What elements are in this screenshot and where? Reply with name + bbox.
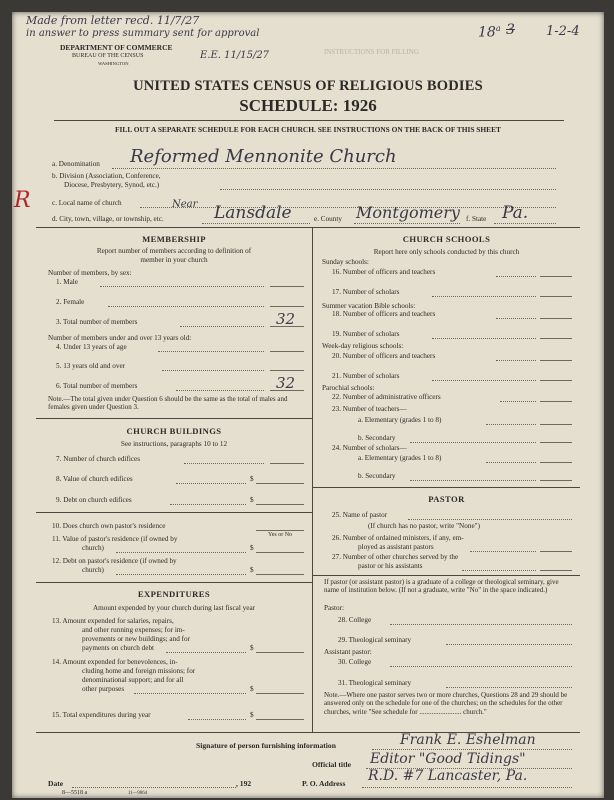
q26-label-1: 26. Number of ordained ministers, if any, em- [332,534,464,542]
q13-label-2: and other running expenses; for im- [82,626,185,634]
buildings-mid-rule [36,512,312,513]
handwritten-code: 1-2-4 [546,24,580,39]
date-year: , 192 [236,779,252,788]
q24a-field[interactable] [540,462,572,463]
q7-edifices-field[interactable] [270,463,304,464]
q29-field[interactable] [446,644,572,645]
print-number: 11—9064 [128,791,148,796]
q14-label-4: other purposes [82,685,125,693]
faint-show-through-text: INSTRUCTIONS FOR FILLING [324,48,419,56]
q25-label: 25. Name of pastor [332,511,388,519]
city-label: d. City, town, village, or township, etc. [52,215,164,223]
q14-dollar: $ [250,685,254,693]
q28-field[interactable] [390,624,572,625]
form-number: 8—5518 a [62,790,88,796]
q24b-leader [410,480,536,481]
summer-schools-label: Summer vacation Bible schools: [322,302,416,310]
county-line [354,223,460,224]
q3-total-value: 32 [276,310,296,328]
q5-over13-label: 5. 13 years old and over [56,362,126,370]
q5-leader [162,370,264,371]
q4-under13-label: 4. Under 13 years of age [56,343,127,351]
q2-female-label: 2. Female [56,298,85,306]
q10-residence-field[interactable] [256,530,304,531]
q24b-field[interactable] [540,480,572,481]
q12-dollar: $ [250,566,254,574]
schools-heading: CHURCH SCHOOLS [402,234,491,244]
q5-over13-field[interactable] [270,370,304,371]
handwritten-note-line2: in answer to press summary sent for approval [26,28,260,39]
q23b-leader [410,442,536,443]
q24b-label: b. Secondary [358,472,396,480]
q23a-label: a. Elementary (grades 1 to 8) [358,416,442,424]
q23a-field[interactable] [540,424,572,425]
pastor-subheading: Pastor: [324,604,344,612]
expenditures-subheading: Amount expended by your church during last fiscal year [92,604,256,612]
division-label: b. Division (Association, Conference, [52,172,161,180]
q26-leader [470,551,536,552]
state-value: Pa. [502,203,529,223]
q17-leader [432,296,536,297]
q18-leader [496,318,536,319]
q18-label: 18. Number of officers and teachers [332,310,436,318]
q16-field[interactable] [540,276,572,277]
q21-field[interactable] [540,380,572,381]
q18-field[interactable] [540,318,572,319]
q15-total-field[interactable] [256,719,304,720]
q29-label: 29. Theological seminary [338,636,412,644]
q22-field[interactable] [540,401,572,402]
county-value: Montgomery [356,203,460,222]
q15-dollar: $ [250,711,254,719]
q6-total-value: 32 [276,374,296,392]
local-name-label: c. Local name of church [52,199,122,207]
q27-leader [462,570,536,571]
q24a-label: a. Elementary (grades 1 to 8) [358,454,442,462]
q2-female-field[interactable] [270,306,304,307]
q14-amount-field[interactable] [256,693,304,694]
q3-leader [180,326,264,327]
q26-label-2: ployed as assistant pastors [358,543,434,551]
pastor-mid-rule [312,575,580,576]
city-near: Near [172,199,198,210]
q11-value-label: 11. Value of pastor's residence (if owned by [52,535,178,543]
column-divider [312,227,313,732]
q9-debt-field[interactable] [256,504,304,505]
membership-note-2: member in your church [140,256,208,264]
denomination-line [112,168,556,169]
frame-top-rule [36,227,580,228]
q8-leader [176,483,246,484]
q13-dollar: $ [250,644,254,652]
census-schedule-page [12,12,604,798]
denomination-label: a. Denomination [52,160,100,168]
q27-label-2: pastor or his assistants [358,562,423,570]
q14-label-3: denominational support; and for all [82,676,184,684]
q15-leader [188,719,246,720]
q24a-leader [486,462,536,463]
q10-residence-label: 10. Does church own pastor's residence [52,522,166,530]
q22-label: 22. Number of administrative officers [332,393,441,401]
q28-label: 28. College [338,616,372,624]
q3-total-label: 3. Total number of members [56,318,138,326]
q13-label-1: 13. Amount expended for salaries, repairs, [52,617,174,625]
q31-label: 31. Theological seminary [338,679,412,687]
q25-field[interactable] [408,519,572,520]
q7-edifices-label: 7. Number of church edifices [56,455,141,463]
q19-field[interactable] [540,338,572,339]
membership-heading: MEMBERSHIP [142,234,206,244]
signature-field[interactable] [372,749,572,750]
q25-note: (If church has no pastor, write "None") [368,522,480,530]
q12-debt-label-2: church) [82,566,104,574]
q9-dollar: $ [250,496,254,504]
weekday-schools-label: Week-day religious schools: [322,342,404,350]
signature-value: Frank E. Eshelman [400,732,536,748]
q4-under13-field[interactable] [270,351,304,352]
q24-label: 24. Number of scholars— [332,444,407,452]
q8-value-field[interactable] [256,483,304,484]
handwritten-crossed-number: 3 [506,22,515,38]
q13-label-4: payments on church debt [82,644,155,652]
division-line [220,189,556,190]
buildings-bottom-rule [36,582,312,583]
q20-label: 20. Number of officers and teachers [332,352,436,360]
q17-label: 17. Number of scholars [332,288,400,296]
q17-field[interactable] [540,296,572,297]
q14-label-1: 14. Amount expended for benevolences, in- [52,658,178,666]
header-rule [54,120,564,121]
membership-note-1: Report number of members according to definition of [96,247,252,255]
assistant-subheading: Assistant pastor: [324,648,372,656]
membership-footnote: Note.—The total given under Question 6 should be the same as the total of males and females given under Question 3. [48,395,288,412]
q30-field[interactable] [390,666,572,667]
q6-total-label: 6. Total number of members [56,382,138,390]
handwritten-initials: E.E. 11/15/27 [200,50,270,61]
form-subtitle: SCHEDULE: 1926 [239,96,377,115]
q23-label: 23. Number of teachers— [332,405,407,413]
age-heading: Number of members under and over 13 years old: [48,334,192,342]
q4-leader [158,351,264,352]
address-field[interactable] [362,787,572,788]
pastor-heading: PASTOR [428,494,465,504]
q9-leader [170,504,246,505]
q11-leader [116,552,246,553]
buildings-heading: CHURCH BUILDINGS [126,426,222,436]
q21-label: 21. Number of scholars [332,372,400,380]
schools-bottom-rule [312,487,580,488]
q31-field[interactable] [446,687,572,688]
date-field[interactable] [72,787,236,788]
q14-leader [134,693,246,694]
q8-dollar: $ [250,475,254,483]
q22-leader [500,401,536,402]
q16-leader [496,276,536,277]
graduate-note: If pastor (or assistant pastor) is a graduate of a college or theological seminary, give name of institution below. (If not a graduate, write "No" in the space indicated.) [324,578,559,595]
pastor-footnote: Note.—Where one pastor serves two or more churches, Questions 28 and 29 should be answered only on the schedule for one of the churches; on the schedules for the other churches, write "See schedule for ........................ church." [324,691,568,716]
yes-no-hint: Yes or No [268,532,293,538]
local-name-line [140,207,556,208]
q13-leader [166,652,246,653]
date-label: Date [48,779,64,788]
bureau-city: WASHINGTON [98,61,129,66]
q23b-field[interactable] [540,442,572,443]
q20-field[interactable] [540,360,572,361]
q13-label-3: provements or new buildings; and for [82,635,190,643]
q1-male-field[interactable] [270,286,304,287]
q6-leader [176,390,264,391]
q16-label: 16. Number of officers and teachers [332,268,436,276]
q11-dollar: $ [250,544,254,552]
q19-label: 19. Number of scholars [332,330,400,338]
members-by-sex-label: Number of members, by sex: [48,269,132,277]
q23b-label: b. Secondary [358,434,396,442]
official-title-label: Official title [312,760,352,769]
bureau-name: BUREAU OF THE CENSUS [72,53,144,59]
q12-leader [116,574,246,575]
red-margin-mark: R [14,188,31,213]
q2-leader [108,306,264,307]
state-label: f. State [466,215,487,223]
q27-label-1: 27. Number of other churches served by the [332,553,459,561]
q9-debt-label: 9. Debt on church edifices [56,496,132,504]
q26-field[interactable] [540,551,572,552]
q19-leader [432,338,536,339]
schools-subheading: Report here only schools conducted by this church [373,248,520,256]
membership-bottom-rule [36,418,312,419]
q1-leader [100,286,264,287]
official-title-value: Editor "Good Tidings" [370,751,526,767]
handwritten-number: 18$^a$ [478,24,501,41]
form-instruction: FILL OUT A SEPARATE SCHEDULE FOR EACH CHURCH. SEE INSTRUCTIONS ON THE BACK OF THIS SHEET [115,125,501,134]
q12-debt-field[interactable] [256,574,304,575]
handwritten-note-line1: Made from letter recd. 11/7/27 [26,14,200,27]
q1-male-label: 1. Male [56,278,78,286]
form-title: UNITED STATES CENSUS OF RELIGIOUS BODIES [133,78,483,94]
q23a-leader [486,424,536,425]
q11-value-label-2: church) [82,544,104,552]
parochial-schools-label: Parochial schools: [322,384,375,392]
state-line [494,223,556,224]
department-name: DEPARTMENT OF COMMERCE [60,43,173,52]
buildings-subheading: See instructions, paragraphs 10 to 12 [120,440,228,448]
city-value: Lansdale [214,203,292,223]
q8-value-label: 8. Value of church edifices [56,475,133,483]
q27-field[interactable] [540,570,572,571]
city-line [202,223,310,224]
signature-label: Signature of person furnishing information [196,741,336,750]
q7-leader [184,463,264,464]
division-label-2: Diocese, Presbytery, Synod, etc.) [64,181,160,189]
q30-label: 30. College [338,658,372,666]
denomination-value: Reformed Mennonite Church [130,146,397,167]
address-label: P. O. Address [302,779,346,788]
q12-debt-label: 12. Debt on pastor's residence (if owned by [52,557,177,565]
county-label: e. County [314,215,342,223]
q14-label-2: cluding home and foreign missions; for [82,667,196,675]
q15-total-label: 15. Total expenditures during year [52,711,151,719]
q21-leader [432,380,536,381]
q20-leader [496,360,536,361]
expenditures-heading: EXPENDITURES [137,589,211,599]
address-value: R.D. #7 Lancaster, Pa. [368,768,528,784]
q13-amount-field[interactable] [256,652,304,653]
sunday-schools-label: Sunday schools: [322,258,369,266]
q11-value-field[interactable] [256,552,304,553]
